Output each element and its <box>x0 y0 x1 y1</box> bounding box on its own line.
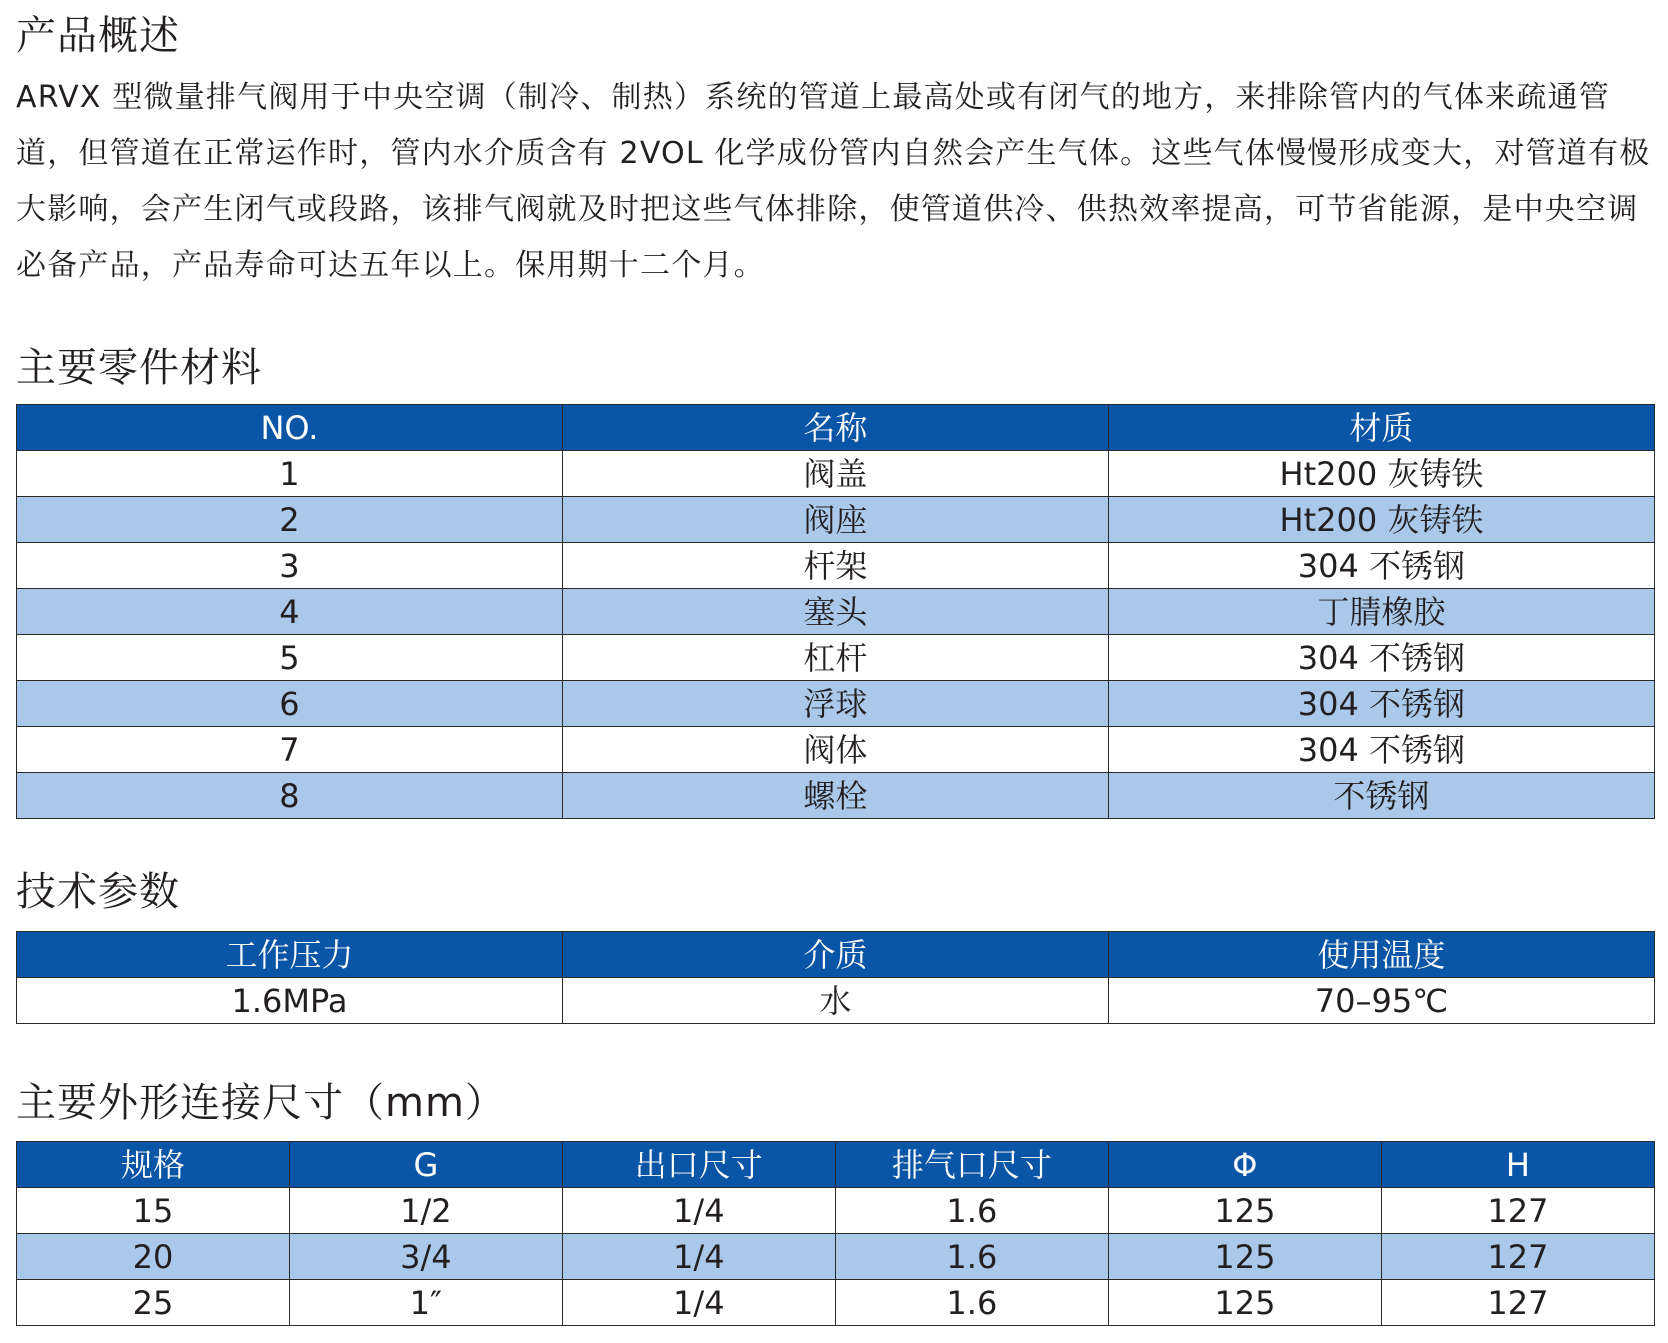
table-cell: 15 <box>17 1188 290 1234</box>
table-cell: 1/4 <box>562 1280 835 1326</box>
header-cell: G <box>289 1142 562 1188</box>
table-cell: 阀盖 <box>562 451 1108 497</box>
table-header-row <box>17 1142 1655 1188</box>
table-header-row <box>17 932 1655 978</box>
table-cell: 1″ <box>289 1280 562 1326</box>
table-row <box>17 635 1655 681</box>
overview-title: 产品概述 <box>16 13 180 59</box>
table-cell: 4 <box>17 589 563 635</box>
table-cell: 25 <box>17 1280 290 1326</box>
table-cell: 304 不锈钢 <box>1108 727 1654 773</box>
table-row <box>17 451 1655 497</box>
table-cell: 6 <box>17 681 563 727</box>
table-row <box>17 1280 1655 1326</box>
table-cell: 304 不锈钢 <box>1108 635 1654 681</box>
table-cell: 8 <box>17 773 563 819</box>
table-cell: 1.6 <box>835 1188 1108 1234</box>
table-cell: 3/4 <box>289 1234 562 1280</box>
table-row <box>17 727 1655 773</box>
table-row <box>17 681 1655 727</box>
header-cell: 使用温度 <box>1108 932 1654 978</box>
header-cell: 出口尺寸 <box>562 1142 835 1188</box>
header-cell: 规格 <box>17 1142 290 1188</box>
header-cell: 材质 <box>1108 405 1654 451</box>
table-cell: 125 <box>1108 1188 1381 1234</box>
table-cell: 125 <box>1108 1280 1381 1326</box>
table-cell: 螺栓 <box>562 773 1108 819</box>
table-cell: 20 <box>17 1234 290 1280</box>
table-cell: 304 不锈钢 <box>1108 543 1654 589</box>
dimensions-table <box>16 1141 1655 1326</box>
table-cell: 1/4 <box>562 1188 835 1234</box>
table-cell: 阀体 <box>562 727 1108 773</box>
table-cell: 2 <box>17 497 563 543</box>
table-row <box>17 543 1655 589</box>
table-cell: 125 <box>1108 1234 1381 1280</box>
table-cell: 浮球 <box>562 681 1108 727</box>
table-cell: 杠杆 <box>562 635 1108 681</box>
materials-table <box>16 404 1655 819</box>
dimensions-title: 主要外形连接尺寸（mm） <box>16 1080 506 1126</box>
table-cell: Ht200 灰铸铁 <box>1108 451 1654 497</box>
tech-title: 技术参数 <box>16 869 180 915</box>
table-cell: 127 <box>1381 1280 1654 1326</box>
table-cell: 阀座 <box>562 497 1108 543</box>
table-cell: 塞头 <box>562 589 1108 635</box>
table-cell: 1/2 <box>289 1188 562 1234</box>
table-cell: 丁腈橡胶 <box>1108 589 1654 635</box>
header-cell: 工作压力 <box>17 932 563 978</box>
table-cell: Ht200 灰铸铁 <box>1108 497 1654 543</box>
table-row <box>17 589 1655 635</box>
header-cell: H <box>1381 1142 1654 1188</box>
table-cell: 304 不锈钢 <box>1108 681 1654 727</box>
header-cell: NO. <box>17 405 563 451</box>
header-cell: 排气口尺寸 <box>835 1142 1108 1188</box>
header-cell: Φ <box>1108 1142 1381 1188</box>
materials-title: 主要零件材料 <box>16 345 262 391</box>
table-cell: 127 <box>1381 1188 1654 1234</box>
table-cell: 1.6 <box>835 1234 1108 1280</box>
table-row <box>17 1188 1655 1234</box>
overview-text: ARVX 型微量排气阀用于中央空调（制冷、制热）系统的管道上最高处或有闭气的地方，来排除管内的气体来疏通管道，但管道在正常运作时，管内水介质含有 2VOL 化学成份管内自然会产生气体。这些气体慢慢形成变大，对管道有极大影响，会产生闭气或段路，该排气阀就及时把这些气体排除，使管道供冷、供热效率提高，可节省能源，是中央空调必备产品，产品寿命可达五年以上。保用期十二个月。 <box>16 80 1651 283</box>
table-cell: 1.6MPa <box>17 978 563 1024</box>
header-cell: 名称 <box>562 405 1108 451</box>
table-row <box>17 773 1655 819</box>
header-cell: 介质 <box>562 932 1108 978</box>
tech-table <box>16 931 1655 1024</box>
table-row <box>17 978 1655 1024</box>
table-cell: 水 <box>562 978 1108 1024</box>
table-cell: 5 <box>17 635 563 681</box>
table-cell: 不锈钢 <box>1108 773 1654 819</box>
table-cell: 杆架 <box>562 543 1108 589</box>
table-cell: 1.6 <box>835 1280 1108 1326</box>
table-cell: 127 <box>1381 1234 1654 1280</box>
table-cell: 7 <box>17 727 563 773</box>
table-row <box>17 1234 1655 1280</box>
table-cell: 1 <box>17 451 563 497</box>
table-cell: 70–95℃ <box>1108 978 1654 1024</box>
table-header-row <box>17 405 1655 451</box>
table-cell: 3 <box>17 543 563 589</box>
table-cell: 1/4 <box>562 1234 835 1280</box>
table-row <box>17 497 1655 543</box>
